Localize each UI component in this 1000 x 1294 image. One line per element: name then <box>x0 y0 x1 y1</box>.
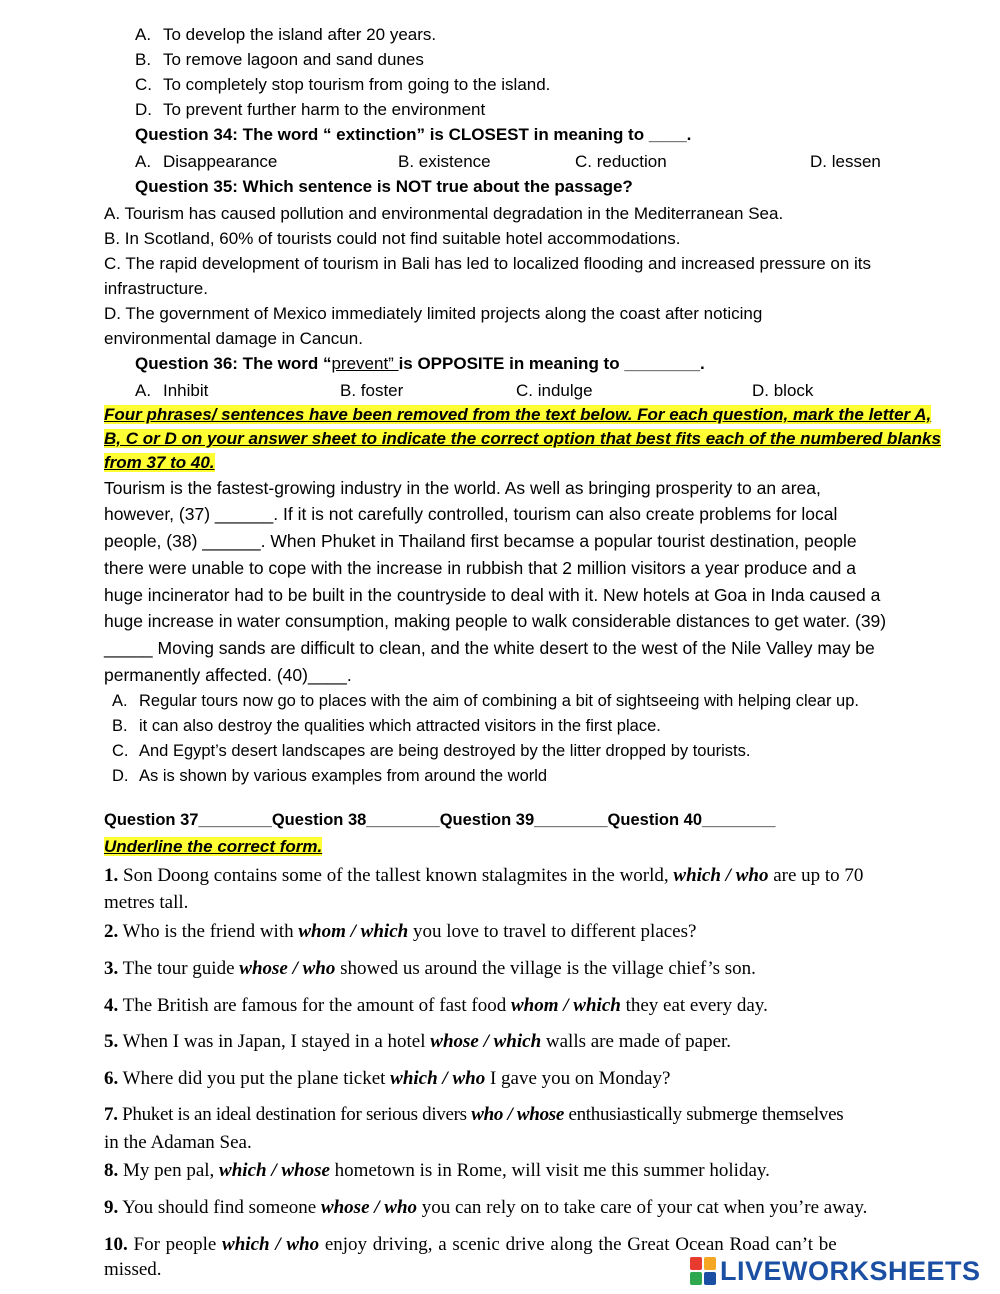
q34-option-b: B. existence <box>398 152 491 171</box>
q35-line-c: C. The rapid development of tourism in Bali has led to localized flooding and increased pressure on its <box>104 254 872 273</box>
exercise-item-1-cont: metres tall. <box>104 892 189 913</box>
q35-prompt: Question 35: Which sentence is NOT true about the passage? <box>135 177 633 196</box>
choice-whose-who[interactable]: whose / who <box>239 958 336 979</box>
q33-option-b: B. To remove lagoon and sand dunes <box>135 50 424 69</box>
exercise-item-10-cont: missed. <box>104 1259 162 1280</box>
choice-which-whose[interactable]: which / whose <box>219 1160 330 1181</box>
gap-option-a: A. Regular tours now go to places with the aim of combining a bit of sightseeing with helping clear up. <box>112 692 859 710</box>
choice-which-who[interactable]: which / who <box>673 865 769 886</box>
q35-line-b: B. In Scotland, 60% of tourists could not find suitable hotel accommodations. <box>104 229 681 248</box>
exercise-item-3: 3. The tour guide whose / who showed us around the village is the village chief’s son. <box>104 958 756 979</box>
q33-option-d: D. To prevent further harm to the environment <box>135 100 486 119</box>
q36-option-c: C. indulge <box>516 381 593 400</box>
exercise-item-7: 7. Phuket is an ideal destination for serious divers who / whose enthusiastically submerge themselves <box>104 1104 844 1125</box>
gap-option-d: D. As is shown by various examples from around the world <box>112 767 548 785</box>
q36-option-d: D. block <box>752 381 814 400</box>
choice-whose-which[interactable]: whose / which <box>430 1031 542 1052</box>
choice-whose-who[interactable]: whose / who <box>320 1197 418 1218</box>
instruction-line-2: B, C or D on your answer sheet to indicate the correct option that best fits each of the numbered blanks <box>104 429 941 448</box>
exercise-item-2: 2. Who is the friend with whom / which you love to travel to different places? <box>104 921 697 942</box>
watermark-text: LIVEWORKSHEETS <box>720 1255 981 1286</box>
answer-blanks: Question 37________Question 38________Question 39________Question 40________ <box>104 811 776 829</box>
q34-option-d: D. lessen <box>810 152 881 171</box>
exercise-item-7-cont: in the Adaman Sea. <box>104 1132 252 1153</box>
passage-line-3: people, (38) ______. When Phuket in Thailand first becamse a popular tourist destination, people <box>104 531 857 551</box>
exercise-item-10: 10. For people which / who enjoy driving, a scenic drive along the Great Ocean Road can’t be <box>104 1234 837 1255</box>
passage-line-1: Tourism is the fastest-growing industry in the world. As well as bringing prosperity to an area, <box>104 478 821 498</box>
passage-line-2: however, (37) ______. If it is not carefully controlled, tourism can also create problems for local <box>104 504 838 524</box>
choice-whom-which[interactable]: whom / which <box>298 921 409 942</box>
choice-who-whose[interactable]: who / whose <box>471 1104 565 1125</box>
q33-option-a: A. To develop the island after 20 years. <box>135 25 437 44</box>
gap-option-c: C. And Egypt’s desert landscapes are being destroyed by the litter dropped by tourists. <box>112 742 751 760</box>
q36-option-a: A. Inhibit <box>135 381 209 400</box>
exercise-item-5: 5. When I was in Japan, I stayed in a hotel whose / which walls are made of paper. <box>104 1031 732 1052</box>
gap-option-b: B. it can also destroy the qualities which attracted visitors in the first place. <box>112 717 661 735</box>
q35-line-d-cont: environmental damage in Cancun. <box>104 329 363 348</box>
exercise-item-1: 1. Son Doong contains some of the tallest known stalagmites in the world, which / who are up to 70 <box>104 865 864 886</box>
q33-option-c: C. To completely stop tourism from going to the island. <box>135 75 551 94</box>
choice-which-who[interactable]: which / who <box>390 1068 486 1089</box>
q36-option-b: B. foster <box>340 381 404 400</box>
passage-line-8: permanently affected. (40)____. <box>104 665 352 685</box>
q34-option-a: A. Disappearance <box>135 152 278 171</box>
q35-line-d: D. The government of Mexico immediately limited projects along the coast after noticing <box>104 304 763 323</box>
instruction-line-1: Four phrases/ sentences have been removed from the text below. For each question, mark the letter A, <box>104 405 932 424</box>
exercise-item-6: 6. Where did you put the plane ticket which / who I gave you on Monday? <box>104 1068 671 1089</box>
instruction-line-3: from 37 to 40. <box>104 453 215 472</box>
passage-line-4: there were unable to cope with the increase in rubbish that 2 million visitors a year produce and a <box>104 558 856 578</box>
liveworksheets-logo <box>690 1254 990 1288</box>
q36-prompt: Question 36: The word “prevent” is OPPOSITE in meaning to ________. <box>135 354 705 373</box>
q34-prompt: Question 34: The word “ extinction” is CLOSEST in meaning to ____. <box>135 125 692 144</box>
choice-whom-which[interactable]: whom / which <box>511 995 621 1016</box>
passage-line-6: huge increase in water consumption, making people to walk considerable distances to get water. (39) <box>104 611 887 631</box>
passage-line-5: huge incinerator had to be built in the countryside to deal with it. New hotels at Goa in Inda caused a <box>104 585 881 605</box>
underline-title: Underline the correct form. <box>104 837 323 856</box>
q35-line-c-cont: infrastructure. <box>104 279 208 298</box>
exercise-item-9: 9. You should find someone whose / who you can rely on to take care of your cat when you’re away. <box>104 1197 868 1218</box>
liveworksheets-mark-icon <box>690 1257 716 1285</box>
q35-line-a: A. Tourism has caused pollution and environmental degradation in the Mediterranean Sea. <box>104 204 784 223</box>
passage-line-7: _____ Moving sands are difficult to clean, and the white desert to the west of the Nile Valley may be <box>104 638 875 658</box>
choice-which-who[interactable]: which / who <box>222 1234 320 1255</box>
exercise-item-8: 8. My pen pal, which / whose hometown is in Rome, will visit me this summer holiday. <box>104 1160 770 1181</box>
exercise-item-4: 4. The British are famous for the amount of fast food whom / which they eat every day. <box>104 995 768 1016</box>
q34-option-c: C. reduction <box>575 152 667 171</box>
